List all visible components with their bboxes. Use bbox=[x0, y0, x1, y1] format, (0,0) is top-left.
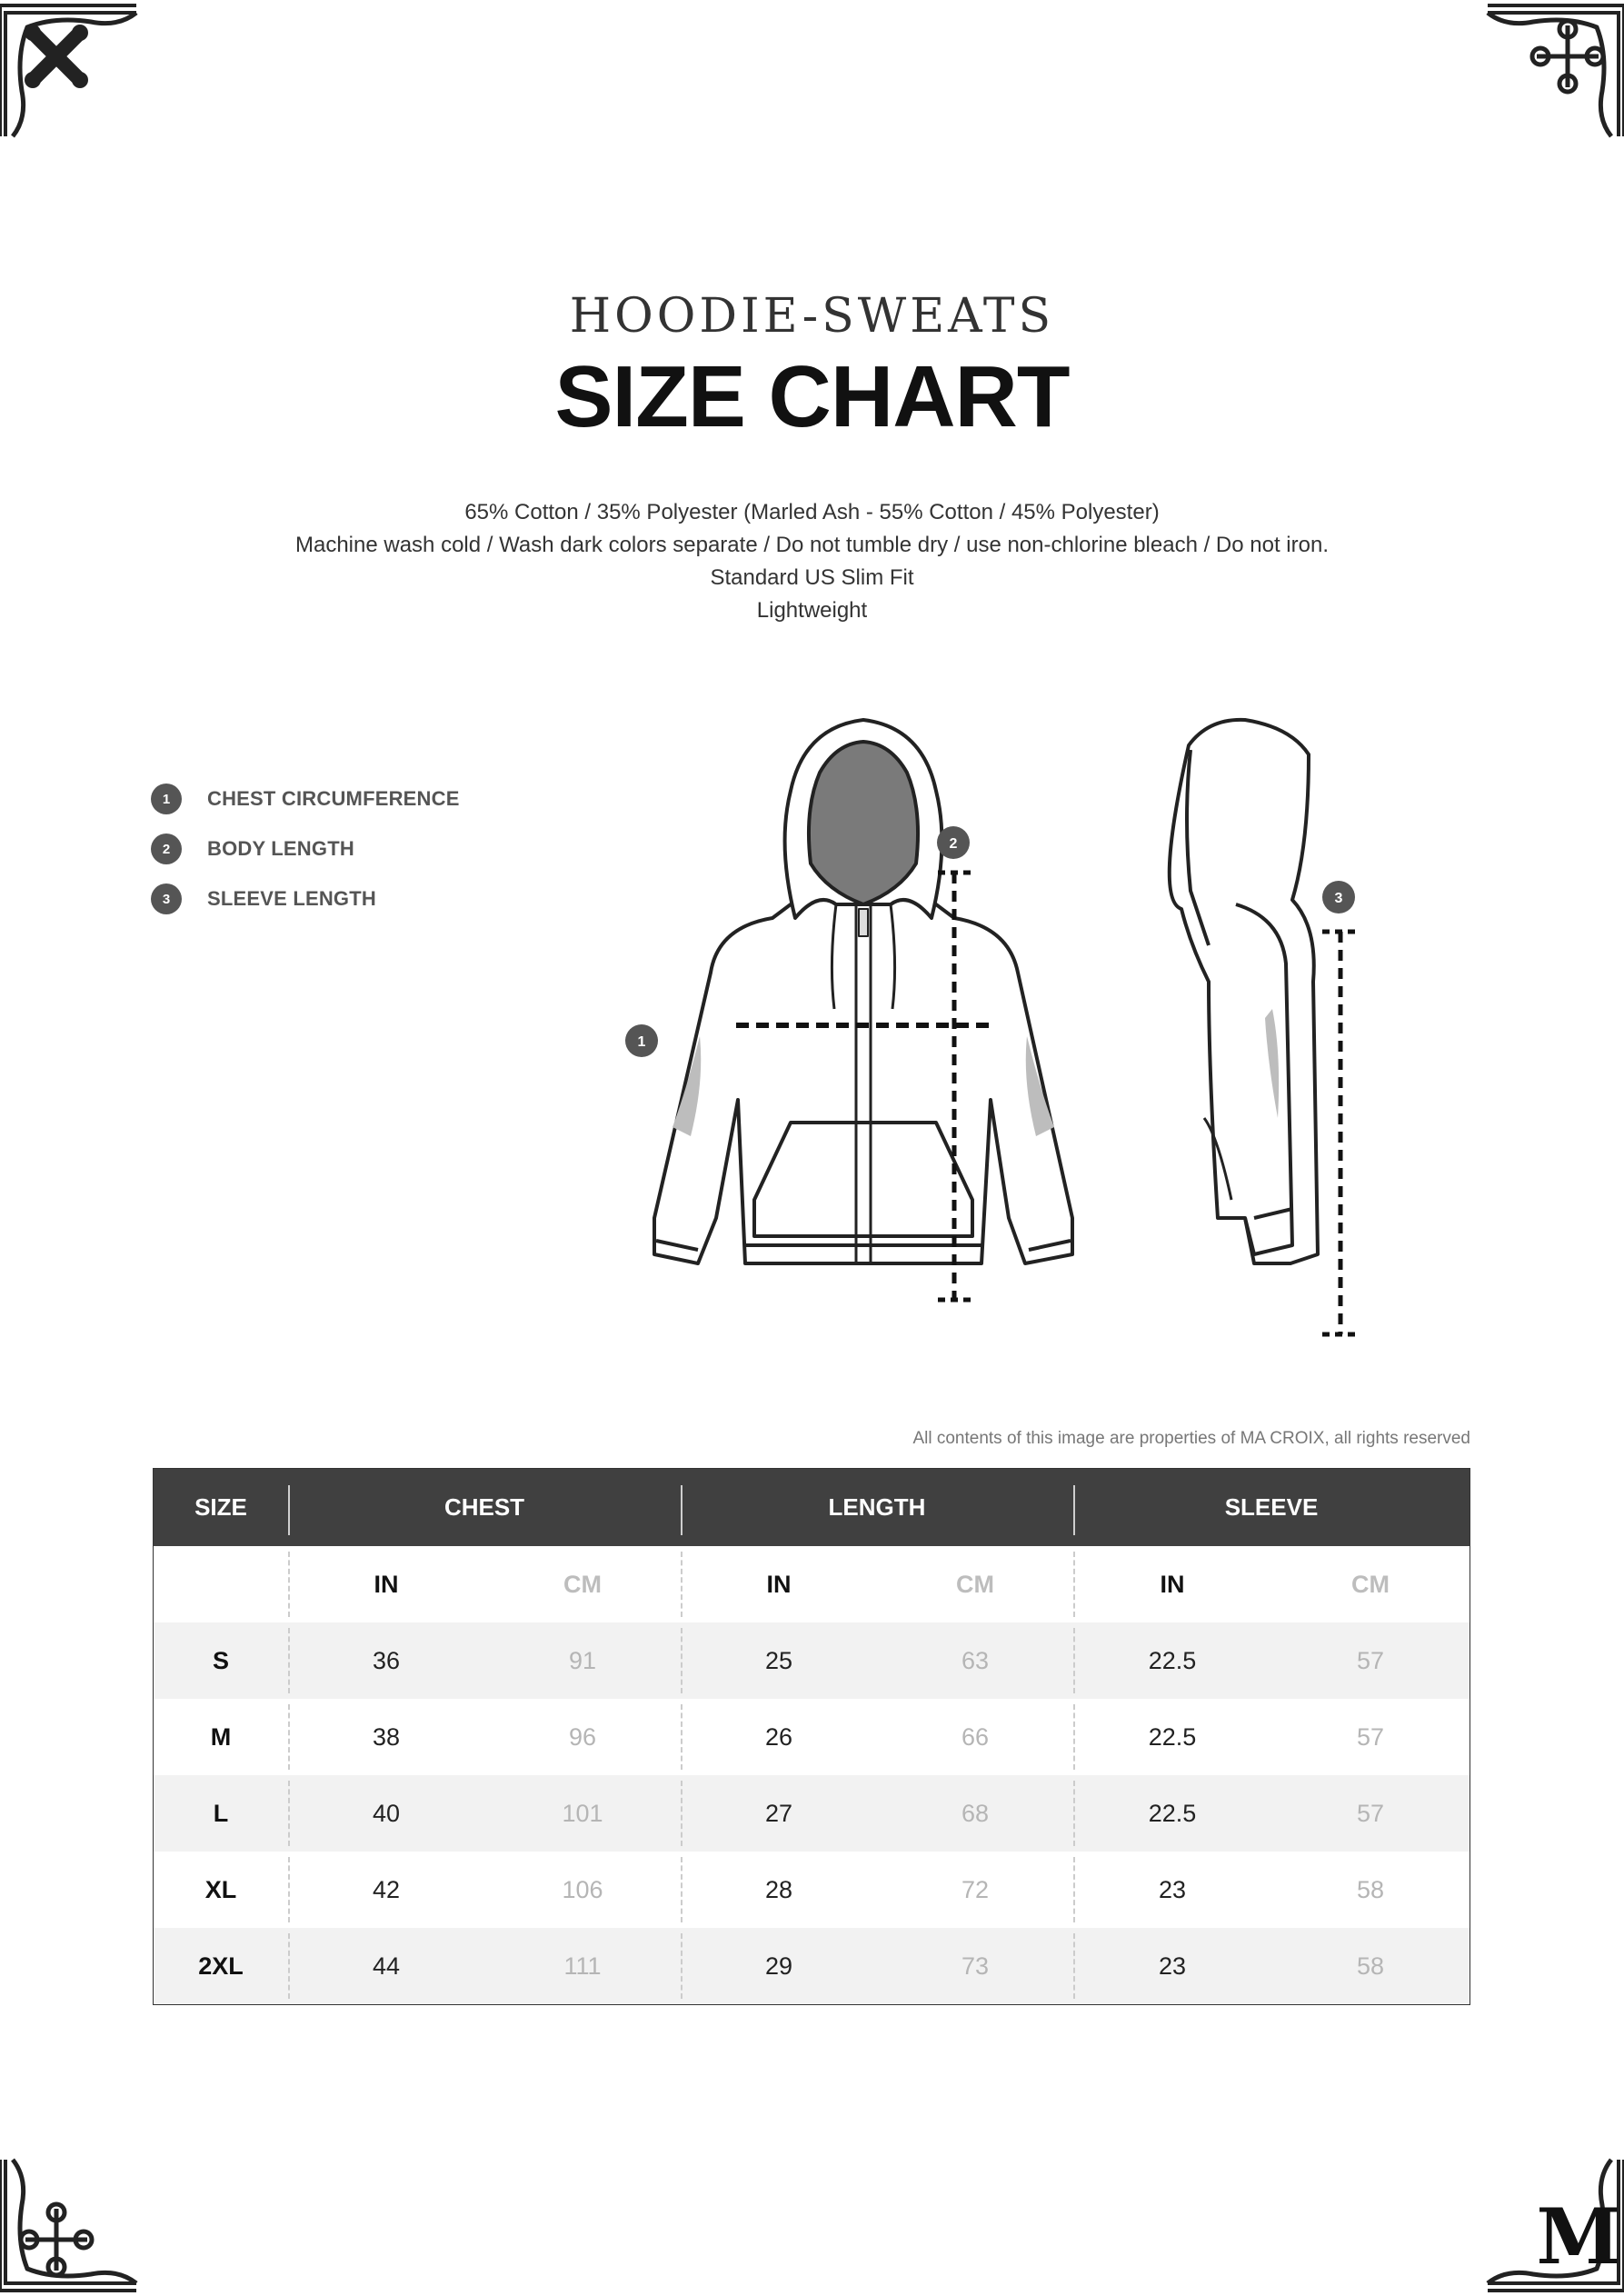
legend-item-sleeve bbox=[151, 883, 460, 915]
cell-chest-cm: 106 bbox=[562, 1875, 603, 1903]
cell-size: XL bbox=[204, 1875, 237, 1903]
unit-subheader-row bbox=[154, 1546, 1470, 1622]
cell-size: M bbox=[210, 1722, 232, 1751]
marker-sleeve bbox=[1322, 881, 1355, 913]
cell-sleeve-in: 22.5 bbox=[1073, 1775, 1271, 1852]
cell-size: 2XL bbox=[198, 1952, 244, 1980]
cell-chest-in: 44 bbox=[288, 1928, 484, 2004]
cell-sleeve-cm: 58 bbox=[1356, 1952, 1385, 1980]
cell-length-in: 26 bbox=[681, 1699, 877, 1775]
legend-item-chest bbox=[151, 783, 460, 815]
legend-label: SLEEVE LENGTH bbox=[207, 887, 376, 910]
header-size: SIZE bbox=[194, 1493, 247, 1521]
marker-chest bbox=[625, 1024, 658, 1057]
cell-sleeve-cm: 58 bbox=[1356, 1875, 1385, 1903]
cell-chest-cm: 96 bbox=[568, 1722, 597, 1751]
cell-size: L bbox=[213, 1799, 229, 1827]
unit-cm: CM bbox=[1351, 1570, 1390, 1598]
unit-cm: CM bbox=[563, 1570, 602, 1598]
header-chest: CHEST bbox=[288, 1469, 681, 1546]
blackletter-m-monogram-icon bbox=[1479, 2151, 1624, 2296]
corner-ornament-bottom-left bbox=[0, 2151, 145, 2296]
unit-size-empty bbox=[154, 1546, 288, 1622]
detail-care: Machine wash cold / Wash dark colors separate / Do not tumble dry / use non-chlorine bleach / Do not iron. bbox=[294, 533, 1329, 557]
cross-ornament-icon bbox=[0, 2151, 145, 2296]
unit-in: IN bbox=[288, 1546, 484, 1622]
page-title: SIZE CHART bbox=[554, 348, 1070, 445]
cell-length-in: 28 bbox=[681, 1852, 877, 1928]
corner-ornament-top-left bbox=[0, 0, 145, 145]
hoodie-front-view bbox=[654, 720, 1072, 1263]
cell-sleeve-cm: 57 bbox=[1356, 1799, 1385, 1827]
cell-length-cm: 66 bbox=[961, 1722, 990, 1751]
cell-chest-in: 38 bbox=[288, 1699, 484, 1775]
cell-sleeve-in: 22.5 bbox=[1073, 1699, 1271, 1775]
table-row bbox=[154, 1699, 1470, 1775]
detail-fit: Standard US Slim Fit bbox=[710, 565, 914, 590]
detail-weight: Lightweight bbox=[756, 598, 868, 623]
cell-length-in: 29 bbox=[681, 1928, 877, 2004]
table-row bbox=[154, 1852, 1470, 1928]
cell-chest-in: 40 bbox=[288, 1775, 484, 1852]
table-row bbox=[154, 1622, 1470, 1699]
cell-chest-in: 36 bbox=[288, 1622, 484, 1699]
size-table bbox=[153, 1468, 1470, 2005]
legend-label: CHEST CIRCUMFERENCE bbox=[207, 787, 460, 810]
number-badge: 2 bbox=[151, 834, 182, 864]
cell-sleeve-in: 22.5 bbox=[1073, 1622, 1271, 1699]
unit-cm: CM bbox=[956, 1570, 994, 1598]
cell-chest-in: 42 bbox=[288, 1852, 484, 1928]
cell-sleeve-cm: 57 bbox=[1356, 1646, 1385, 1674]
number-badge: 1 bbox=[151, 784, 182, 814]
hoodie-illustration bbox=[618, 709, 1418, 1345]
table-header bbox=[154, 1469, 1470, 1546]
svg-text:3: 3 bbox=[1334, 891, 1343, 906]
cross-ornament-icon bbox=[0, 0, 145, 145]
svg-text:2: 2 bbox=[949, 836, 958, 852]
cell-sleeve-in: 23 bbox=[1073, 1928, 1271, 2004]
cell-length-cm: 63 bbox=[961, 1646, 990, 1674]
cell-sleeve-in: 23 bbox=[1073, 1852, 1271, 1928]
svg-text:1: 1 bbox=[637, 1034, 646, 1050]
page-subtitle: HOODIE-SWEATS bbox=[569, 289, 1055, 344]
corner-ornament-bottom-right bbox=[1479, 2151, 1624, 2296]
legend-label: BODY LENGTH bbox=[207, 837, 354, 860]
cell-chest-cm: 111 bbox=[563, 1952, 602, 1980]
cell-chest-cm: 91 bbox=[568, 1646, 597, 1674]
hoodie-diagram-icon bbox=[618, 709, 1418, 1345]
header-length: LENGTH bbox=[681, 1469, 1073, 1546]
cell-size: S bbox=[212, 1646, 229, 1674]
cross-ornament-icon bbox=[1479, 0, 1624, 145]
header-sleeve: SLEEVE bbox=[1073, 1469, 1470, 1546]
cell-length-cm: 72 bbox=[961, 1875, 990, 1903]
copyright-notice: All contents of this image are properties of MA CROIX, all rights reserved bbox=[912, 1429, 1470, 1448]
legend-item-length bbox=[151, 833, 460, 865]
svg-text:M: M bbox=[1536, 2191, 1621, 2281]
cell-length-cm: 68 bbox=[961, 1799, 990, 1827]
table-row bbox=[154, 1775, 1470, 1852]
table-row bbox=[154, 1928, 1470, 2004]
cell-length-cm: 73 bbox=[961, 1952, 990, 1980]
unit-in: IN bbox=[681, 1546, 877, 1622]
product-details bbox=[0, 496, 1624, 627]
hoodie-side-view bbox=[1170, 720, 1318, 1263]
measurement-legend bbox=[151, 783, 460, 933]
marker-length bbox=[937, 826, 970, 859]
unit-in: IN bbox=[1073, 1546, 1271, 1622]
cell-chest-cm: 101 bbox=[562, 1799, 603, 1827]
cell-length-in: 25 bbox=[681, 1622, 877, 1699]
cell-length-in: 27 bbox=[681, 1775, 877, 1852]
corner-ornament-top-right bbox=[1479, 0, 1624, 145]
detail-fabric: 65% Cotton / 35% Polyester (Marled Ash - 55% Cotton / 45% Polyester) bbox=[464, 500, 1160, 524]
number-badge: 3 bbox=[151, 883, 182, 914]
cell-sleeve-cm: 57 bbox=[1356, 1722, 1385, 1751]
